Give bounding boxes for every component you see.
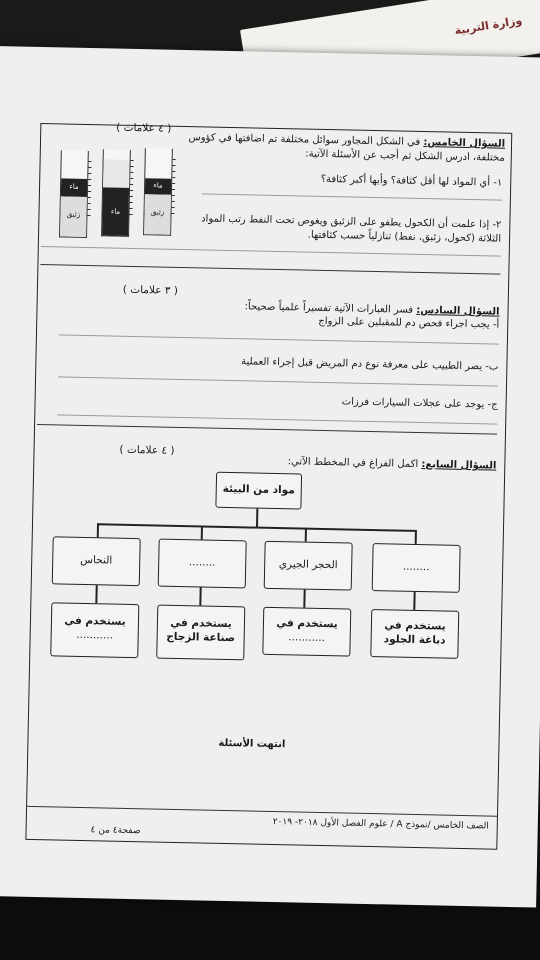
beaker-2-bottom-label: ماء (110, 207, 121, 216)
level2-label-3b[interactable]: ........... (288, 631, 326, 645)
section-divider (40, 264, 500, 275)
beaker-1-top-label: ماء (69, 182, 79, 191)
answer-line (41, 246, 501, 257)
level1-label-1: النحاس (80, 553, 113, 567)
diagram-level1-box-4 (372, 543, 461, 593)
beaker-1-bottom-label: زئبق (66, 210, 81, 219)
diagram-level2-box-4 (370, 609, 459, 659)
footer-divider (27, 806, 497, 817)
connector (201, 525, 203, 539)
connector (415, 530, 417, 544)
diagram-level2-box-2 (156, 605, 245, 661)
q5-item-2b: الثلاثة (كحول، زئبق، نفط) تنازلياً حسب كثافتها. (307, 229, 502, 245)
answer-line (202, 193, 502, 200)
answer-line (59, 334, 499, 344)
q6-marks: ( ٣ علامات ) (122, 283, 179, 297)
diagram-root-label: مواد من البيئة (222, 482, 295, 497)
connector (305, 528, 307, 542)
diagram-root-box (215, 472, 302, 510)
answer-line (58, 376, 498, 386)
q6-title: السؤال السادس: (416, 304, 500, 318)
exam-frame (25, 123, 512, 850)
level2-label-2b: صناعة الزجاج (166, 630, 236, 645)
diagram-level1-box-1 (52, 536, 141, 586)
connector (256, 509, 258, 527)
level2-label-1b[interactable]: ........... (76, 628, 114, 642)
connector (199, 587, 201, 605)
level2-label-1a: يستخدم في (64, 614, 126, 628)
diagram-level1-box-2 (158, 539, 247, 589)
q7-marks: ( ٤ علامات ) (119, 443, 175, 457)
beaker-3 (143, 148, 173, 236)
footer-page-number: صفحة٤ من ٤ (90, 825, 141, 837)
answer-line (57, 414, 497, 424)
q5-marks: ( ٤ علامات ) (116, 121, 172, 135)
level2-label-4b: دباغة الجلود (383, 633, 446, 647)
level2-label-4a: يستخدم في (384, 619, 446, 633)
diagram-level2-box-3 (262, 607, 351, 657)
diagram-level2-box-1 (50, 602, 139, 658)
connector (303, 590, 305, 608)
beaker-2 (101, 149, 131, 237)
level1-label-3: الحجر الجيري (278, 558, 338, 572)
level2-label-3a: يستخدم في (276, 617, 338, 631)
q7-header (196, 453, 496, 473)
q7-title: السؤال السابع: (421, 459, 497, 472)
connector (413, 592, 415, 610)
section-divider (37, 424, 497, 435)
connector (97, 523, 99, 537)
diagram-level1-box-3 (264, 541, 353, 591)
connector (95, 585, 97, 603)
q6-item-a: أ- يجب اجراء فحص دم للمقبلين على الزواج (318, 315, 500, 331)
q5-header (165, 131, 506, 166)
exam-paper (0, 46, 540, 908)
q5-title: السؤال الخامس: (423, 137, 506, 150)
q6-item-b: ب- يصر الطبيب على معرفة نوع دم المريض قبل إجراء العملية (241, 356, 499, 373)
q6-text: فسر العبارات الآتية تفسيراً علمياً صحيحاً: (244, 301, 414, 316)
beaker-1 (59, 150, 89, 238)
end-of-questions: انتهت الأسئلة (218, 737, 286, 751)
level2-label-2a: يستخدم في (170, 616, 232, 631)
q5-item-1: ١- أي المواد لها أقل كثافة؟ وأيها أكبر كثافة؟ (320, 173, 503, 189)
background-sheet-title: وزارة التربية (453, 13, 523, 38)
q5-item-2a: ٢- إذا علمت أن الكحول يطفو على الزئبق ويغوص تحت النفط رتب المواد (201, 213, 502, 231)
beaker-3-top-label: ماء (153, 181, 163, 190)
beaker-3-bottom-label: زئبق (150, 208, 165, 217)
q6-item-c: ج- يوجد على عجلات السيارات فرزات (341, 396, 498, 411)
footer-course-info: الصف الخامس /نموذج A / علوم الفصل الأول ٢٠١٨- ٢٠١٩ (272, 817, 489, 832)
level1-label-2[interactable]: ........ (188, 556, 216, 569)
beakers-figure (59, 140, 191, 243)
q7-text: اكمل الفراغ في المخطط الآتي: (287, 456, 419, 470)
q5-text: في الشكل المجاور سوائل مختلفة تم اضافتها في كؤوس مختلفة، ادرس الشكل ثم أجب عن الأسئلة الآتية: (188, 132, 505, 164)
level1-label-4[interactable]: ........ (402, 560, 430, 574)
